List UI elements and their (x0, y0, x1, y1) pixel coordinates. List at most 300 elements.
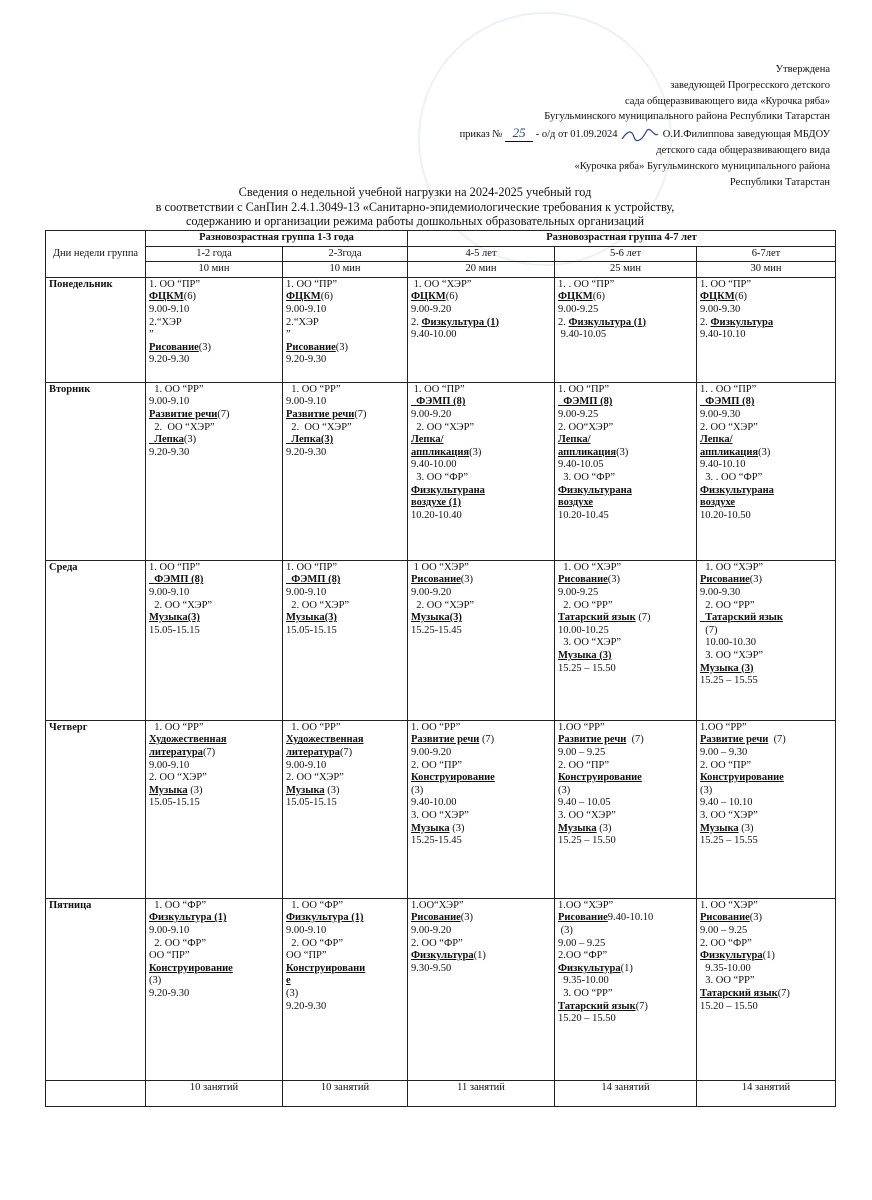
lesson-text: 15.25 – 15.55 (700, 675, 758, 687)
lesson-line (700, 925, 832, 938)
lesson-text: 9.00-9.25 (558, 408, 599, 420)
lesson-line (286, 772, 404, 785)
subject-name: Конструировани (286, 962, 366, 974)
lesson-text: 9.00-9.10 (286, 924, 327, 936)
lesson-line (149, 279, 279, 292)
lesson-line (700, 675, 832, 688)
subject-count: 9.40-10.10 (607, 912, 654, 924)
lesson-text: 1.ОО “РР” (700, 721, 747, 733)
lesson-cell (555, 720, 697, 898)
lesson-line (286, 384, 404, 397)
lesson-line (286, 988, 404, 1001)
lesson-text: 2. ОО “ФР” (286, 937, 343, 949)
lesson-line (286, 950, 404, 963)
lesson-text: 2. ОО“ХЭР” (558, 421, 614, 433)
lesson-text: 10.20-10.50 (700, 509, 751, 521)
header-row-ages (46, 246, 836, 262)
subject-name: Рисование (700, 912, 750, 924)
approval-line: Республики Татарстан (729, 176, 830, 188)
lesson-text: 2. (558, 316, 569, 328)
lesson-line (149, 950, 279, 963)
lesson-text: 3. ОО “РР” (700, 975, 755, 987)
subject-name: Татарский язык (558, 1000, 636, 1012)
lesson-line (286, 600, 404, 613)
lesson-line (558, 329, 693, 342)
subject-count: (7) (777, 987, 790, 999)
subject-name: Лепка (149, 434, 184, 446)
lesson-line (149, 612, 279, 625)
lesson-text: 9.00-9.10 (149, 303, 190, 315)
lesson-text: ” (286, 329, 291, 341)
lesson-text: 2. ОО “ПР” (700, 759, 752, 771)
lesson-line (558, 975, 693, 988)
subject-count: (7) (626, 734, 644, 746)
lesson-line (149, 304, 279, 317)
lesson-line (700, 562, 832, 575)
lesson-text: 2. ОО “ХЭР” (149, 599, 213, 611)
lesson-line (149, 291, 279, 304)
lesson-line (558, 785, 693, 798)
lesson-text: 1. ОО “РР” (149, 721, 204, 733)
subject-count: (3) (335, 341, 349, 353)
lesson-text: 9.00-9.10 (286, 396, 327, 408)
lesson-cell (408, 277, 555, 382)
lesson-line (558, 734, 693, 747)
lesson-line (558, 938, 693, 951)
lesson-text: 1. . ОО “ПР” (558, 278, 615, 290)
lesson-line (700, 574, 832, 587)
subject-count: (3) (449, 822, 465, 834)
subject-name: Физкультура (1) (149, 912, 227, 924)
signer: О.И.Филиппова заведующая МБДОУ (662, 129, 830, 141)
title-line: содержанию и организации режима работы дошкольных образовательных организаций (185, 214, 645, 228)
lesson-line (286, 587, 404, 600)
subject-count: (6) (445, 291, 458, 303)
subject-name: Музыка (411, 822, 450, 834)
lesson-line (558, 637, 693, 650)
lesson-text: 2. ОО “ХЭР” (700, 421, 758, 433)
subject-count: (6) (734, 291, 747, 303)
lesson-line (411, 396, 551, 409)
lesson-cell (146, 277, 283, 382)
lesson-text: 2. ОО “ФР” (149, 937, 206, 949)
lesson-line (149, 574, 279, 587)
subject-name: аппликация (700, 446, 759, 458)
lesson-text: 2. ОО “ХЭР” (286, 772, 344, 784)
days-body (46, 277, 836, 1080)
subject-count: (1) (473, 950, 486, 962)
lesson-line (700, 663, 832, 676)
lesson-line (149, 342, 279, 355)
lesson-cell (146, 720, 283, 898)
subject-count: (3) (749, 912, 763, 924)
lesson-text: ” (149, 329, 154, 341)
lesson-line (286, 342, 404, 355)
lesson-line (558, 485, 693, 498)
lesson-text: 15.20 – 15.50 (558, 1013, 616, 1025)
lesson-line (286, 434, 404, 447)
subject-name: Лепка/ (411, 434, 444, 446)
order-suffix: - о/д от 01.09.2024 (535, 129, 618, 141)
subject-count: (1) (762, 950, 775, 962)
lesson-line (411, 279, 551, 292)
lesson-line (286, 925, 404, 938)
lesson-line (411, 600, 551, 613)
group-old-header: Разновозрастная группа 4-7 лет (408, 231, 836, 247)
lesson-text: 1. ОО “РР” (286, 383, 341, 395)
lesson-line (149, 384, 279, 397)
lesson-text: 2. ОО “ХЭР” (411, 421, 475, 433)
lesson-text: 2.“ХЭР (286, 316, 319, 328)
lesson-cell (555, 277, 697, 382)
lesson-line (700, 472, 832, 485)
lesson-line (286, 722, 404, 735)
lesson-line (149, 747, 279, 760)
lesson-line (700, 722, 832, 735)
duration-header: 10 мин (283, 262, 408, 278)
subject-name: ФЭМП (8) (700, 396, 755, 408)
lesson-line (700, 747, 832, 760)
subject-count: (3) (758, 446, 771, 458)
lesson-cell (408, 720, 555, 898)
title-line: Сведения о недельной учебной нагрузки на 2024-2025 учебный год (238, 185, 592, 199)
lesson-text: 9.35-10.00 (558, 975, 609, 987)
subject-count: (3) (607, 574, 621, 586)
subject-name: Развитие речи (286, 408, 355, 420)
lesson-line (286, 279, 404, 292)
lesson-line (700, 485, 832, 498)
lesson-line (558, 912, 693, 925)
lesson-line (558, 835, 693, 848)
subject-name: Художественная (286, 734, 364, 746)
lesson-text: 2. ОО “ХЭР” (286, 421, 352, 433)
totals-row (46, 1080, 836, 1106)
lesson-text: 1. ОО “РР” (286, 721, 341, 733)
order-number: 25 (505, 125, 533, 142)
approval-line: Бугульминского муниципального района Республики Татарстан (544, 111, 830, 123)
subject-count: (6) (183, 291, 196, 303)
lesson-line (700, 409, 832, 422)
subject-count: (7) (635, 1000, 648, 1012)
lesson-text: 1 ОО “ХЭР” (411, 561, 469, 573)
lesson-text: 9.00-9.10 (149, 924, 190, 936)
lesson-line (149, 396, 279, 409)
day-name-cell: Понедельник (46, 277, 146, 382)
lesson-text: 1. ОО “ПР” (149, 561, 201, 573)
subject-name: Рисование (700, 574, 750, 586)
lesson-line (149, 785, 279, 798)
subject-name: Татарский язык (700, 612, 783, 624)
lesson-line (558, 1001, 693, 1014)
lesson-line (149, 912, 279, 925)
subject-count: (7) (339, 746, 353, 758)
subject-name: Развитие речи (149, 408, 218, 420)
lesson-line (700, 900, 832, 913)
lesson-text: 2. (411, 316, 422, 328)
approval-line: детского сада общеразвивающего вида (656, 144, 830, 156)
lesson-line (700, 975, 832, 988)
lesson-line (286, 304, 404, 317)
approval-line: заведующей Прогресского детского (670, 79, 830, 91)
lesson-line (411, 760, 551, 773)
subject-count: (7) (479, 734, 495, 746)
lesson-cell (697, 382, 836, 560)
lesson-text: 9.20-9.30 (286, 446, 327, 458)
lesson-text: 3. ОО “ХЭР” (411, 809, 469, 821)
lesson-text: (3) (149, 975, 162, 987)
subject-count: (7) (202, 746, 216, 758)
day-name-cell: Четверг (46, 720, 146, 898)
lesson-line (411, 574, 551, 587)
lesson-line (700, 447, 832, 460)
approval-block (370, 62, 830, 190)
lesson-line (286, 912, 404, 925)
lesson-text: 1. ОО “ПР” (286, 278, 338, 290)
lesson-line (558, 823, 693, 836)
lesson-line (558, 650, 693, 663)
lesson-line (149, 988, 279, 1001)
lesson-text: 9.00-9.20 (411, 586, 452, 598)
lesson-line (411, 938, 551, 951)
day-row (46, 277, 836, 382)
lesson-line (149, 625, 279, 638)
lesson-line (286, 612, 404, 625)
lesson-text: ОО “ПР” (286, 950, 327, 962)
age-header: 5-6 лет (555, 246, 697, 262)
lesson-text: 1.ОО “РР” (558, 721, 605, 733)
lesson-text: 9.20-9.30 (149, 987, 190, 999)
subject-name: воздухе (558, 497, 594, 509)
lesson-text: 9.00-9.30 (700, 586, 741, 598)
lesson-text: 9.40-10.00 (411, 459, 457, 471)
subject-name: аппликация (558, 446, 617, 458)
lesson-text: 2. ОО “ФР” (411, 937, 463, 949)
duration-header: 20 мин (408, 262, 555, 278)
lesson-line (700, 760, 832, 773)
day-row (46, 720, 836, 898)
subject-name: Музыка(3) (149, 612, 200, 624)
lesson-line (411, 810, 551, 823)
subject-name: Конструирование (411, 772, 495, 784)
lesson-line (411, 472, 551, 485)
subject-name: воздухе (700, 497, 736, 509)
subject-name: Лепка/ (558, 434, 591, 446)
lesson-text: 9.00-9.20 (411, 408, 452, 420)
subject-count: (3) (198, 341, 212, 353)
lesson-text: 1. ОО “ХЭР” (558, 561, 622, 573)
lesson-line (558, 772, 693, 785)
lesson-line (411, 625, 551, 638)
subject-count: (6) (592, 291, 605, 303)
lesson-line (411, 900, 551, 913)
subject-count: (1) (620, 962, 633, 974)
lesson-text: 3. ОО “ХЭР” (700, 649, 764, 661)
lesson-text: 2. ОО “ХЭР” (411, 599, 475, 611)
lesson-line (149, 760, 279, 773)
lesson-text: 1.ОО“ХЭР” (411, 899, 464, 911)
lesson-text: 9.40-10.00 (411, 329, 457, 341)
lesson-text: (3) (558, 784, 571, 796)
subject-count: (6) (320, 291, 333, 303)
subject-count: (7) (217, 408, 230, 420)
duration-header: 10 мин (146, 262, 283, 278)
lesson-line (558, 760, 693, 773)
lesson-line (700, 950, 832, 963)
lesson-line (558, 510, 693, 523)
lesson-cell (555, 560, 697, 720)
subject-name: Музыка (3) (558, 649, 612, 661)
lesson-line (558, 317, 693, 330)
lesson-line (700, 938, 832, 951)
lesson-line (411, 562, 551, 575)
lesson-line (700, 587, 832, 600)
lesson-text: 1. ОО “РР” (411, 721, 461, 733)
lesson-text: 15.05-15.15 (286, 624, 337, 636)
lesson-line (700, 785, 832, 798)
subject-name: е (286, 975, 291, 987)
subject-name: воздухе (1) (411, 497, 461, 509)
lesson-cell (283, 560, 408, 720)
subject-count: (7) (635, 612, 651, 624)
lesson-line (286, 409, 404, 422)
lesson-text: 2. ОО “ХЭР” (149, 772, 207, 784)
lesson-text: 9.00-9.10 (286, 759, 327, 771)
lesson-line (700, 650, 832, 663)
age-header: 1-2 года (146, 246, 283, 262)
duration-header: 30 мин (697, 262, 836, 278)
lesson-text: 9.00 – 9.25 (558, 746, 606, 758)
lesson-line (149, 409, 279, 422)
lesson-text: (3) (411, 784, 424, 796)
lesson-line (700, 810, 832, 823)
lesson-text: 15.25 – 15.50 (558, 835, 616, 847)
lesson-line (558, 304, 693, 317)
lesson-line (558, 574, 693, 587)
lesson-line (149, 975, 279, 988)
lesson-line (700, 772, 832, 785)
lesson-text: 2. ОО “ФР” (700, 937, 752, 949)
lesson-line (411, 485, 551, 498)
lesson-text: 3. ОО “ФР” (411, 471, 468, 483)
lesson-cell (408, 898, 555, 1080)
lesson-line (149, 963, 279, 976)
lesson-line (286, 291, 404, 304)
lesson-text: 2. (700, 316, 711, 328)
lesson-text: 10.00-10.30 (700, 637, 756, 649)
lesson-text: 15.25 – 15.55 (700, 835, 758, 847)
lesson-line (286, 329, 404, 342)
group-young-header: Разновозрастная группа 1-3 года (146, 231, 408, 247)
lesson-line (411, 912, 551, 925)
total-cell: 14 занятий (555, 1080, 697, 1106)
lesson-line (700, 396, 832, 409)
total-cell: 10 занятий (146, 1080, 283, 1106)
subject-name: Развитие речи (700, 734, 769, 746)
subject-name: Музыка (700, 822, 739, 834)
lesson-line (411, 612, 551, 625)
lesson-text: 9.00-9.25 (558, 586, 599, 598)
lesson-line (411, 409, 551, 422)
lesson-line (411, 950, 551, 963)
subject-name: ФЦКМ (558, 291, 593, 303)
lesson-line (700, 600, 832, 613)
lesson-text: 1. ОО “ПР” (286, 561, 338, 573)
lesson-line (411, 447, 551, 460)
lesson-text: 9.40-10.05 (558, 329, 607, 341)
lesson-line (558, 587, 693, 600)
lesson-line (149, 329, 279, 342)
lesson-line (411, 747, 551, 760)
lesson-line (700, 317, 832, 330)
lesson-text: 9.40 – 10.10 (700, 797, 753, 809)
lesson-line (700, 797, 832, 810)
lesson-line (149, 587, 279, 600)
header-row-groups (46, 231, 836, 247)
lesson-line (558, 663, 693, 676)
day-row (46, 898, 836, 1080)
subject-name: Физкультура (411, 950, 474, 962)
lesson-line (411, 587, 551, 600)
lesson-text: 1.ОО “ХЭР” (558, 899, 614, 911)
subject-name: Физкультура (1) (421, 316, 499, 328)
subject-name: Физкультура (1) (286, 912, 364, 924)
subject-name: Художественная (149, 734, 227, 746)
lesson-line (149, 562, 279, 575)
lesson-line (411, 459, 551, 472)
lesson-line (411, 434, 551, 447)
lesson-text: 15.20 – 15.50 (700, 1000, 758, 1012)
lesson-text: 10.00-10.25 (558, 624, 609, 636)
lesson-line (149, 734, 279, 747)
lesson-text: 1. ОО “ХЭР” (700, 561, 764, 573)
lesson-line (700, 497, 832, 510)
lesson-cell (408, 560, 555, 720)
lesson-line (411, 497, 551, 510)
subject-count: (3) (469, 446, 482, 458)
lesson-line (558, 409, 693, 422)
age-header: 6-7лет (697, 246, 836, 262)
lesson-text: 2. ОО “ХЭР” (286, 599, 350, 611)
lesson-line (700, 279, 832, 292)
subject-name: Музыка (286, 784, 325, 796)
lesson-text: 2.“ХЭР (149, 316, 182, 328)
lesson-text: 15.05-15.15 (149, 797, 200, 809)
day-name-cell: Пятница (46, 898, 146, 1080)
lesson-line (149, 938, 279, 951)
lesson-text: 1. ОО “ПР” (411, 383, 465, 395)
lesson-line (700, 637, 832, 650)
lesson-line (286, 747, 404, 760)
lesson-line (286, 734, 404, 747)
subject-name: ФЦКМ (411, 291, 446, 303)
lesson-line (558, 963, 693, 976)
subject-name: ФЭМП (8) (149, 574, 204, 586)
lesson-line (411, 384, 551, 397)
lesson-line (700, 912, 832, 925)
lesson-line (286, 785, 404, 798)
lesson-text: 9.40 – 10.05 (558, 797, 611, 809)
totals-label-cell (46, 1080, 146, 1106)
lesson-text: 2. ОО “ПР” (558, 759, 610, 771)
lesson-line (286, 625, 404, 638)
lesson-line (149, 797, 279, 810)
lesson-line (411, 772, 551, 785)
lesson-line (411, 963, 551, 976)
lesson-text: 2. ОО “РР” (558, 599, 613, 611)
total-cell: 11 занятий (408, 1080, 555, 1106)
lesson-line (558, 900, 693, 913)
subject-name: литература (149, 746, 203, 758)
